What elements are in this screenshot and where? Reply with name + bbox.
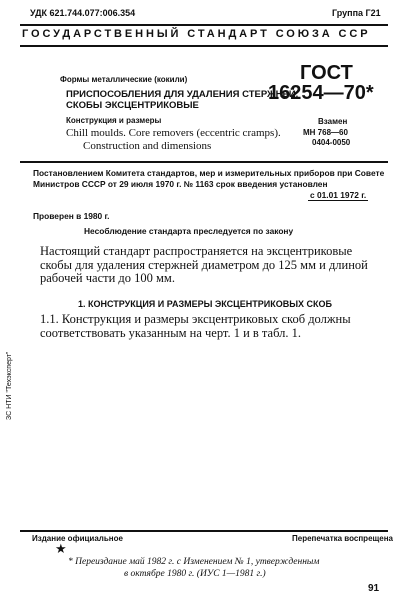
title-line-1: ПРИСПОСОБЛЕНИЯ ДЛЯ УДАЛЕНИЯ СТЕРЖНЕЙ. [66,89,299,100]
standard-banner: ГОСУДАРСТВЕННЫЙ СТАНДАРТ СОЮЗА ССР [22,28,371,40]
replaced-standard-2: 0404-0050 [312,138,351,147]
header-top-rule [20,24,388,26]
title-line-2: СКОБЫ ЭКСЦЕНТРИКОВЫЕ [66,100,199,111]
gost-number: 16254—70* [268,82,374,104]
footer-rule [20,530,388,532]
paragraph-1-1: 1.1. Конструкция и размеры эксцентриковых скоб должны соответствовать указанным на черт. 1 и в табл. 1. [40,312,351,340]
title-block-rule [20,161,388,163]
intro-paragraph: Настоящий стандарт распространяется на эксцентриковые скобы для удаления стержней диаметром до 125 мм и длиной рабочей части до 100 мм. [40,244,368,285]
reissue-note-line-2: в октябре 1980 г. (ИУС 1—1981 г.) [124,569,266,579]
instead-label: Взамен [318,117,348,126]
english-title-line-1: Chill moulds. Core removers (eccentric cramps). [66,127,281,139]
construction-subtitle: Конструкция и размеры [66,116,162,125]
page-number: 91 [368,583,380,594]
side-stamp: ЗС НТИ "Техэксперт" [6,351,13,420]
section-title: 1. КОНСТРУКЦИЯ И РАЗМЕРЫ ЭКСЦЕНТРИКОВЫХ СКОБ [78,299,332,309]
gost-label: ГОСТ [300,62,353,84]
reissue-note-line-1: * Переиздание май 1982 г. с Изменением № 1, утвержденным [68,557,320,567]
group-code: Группа Г21 [332,8,381,18]
english-title-line-2: Construction and dimensions [83,140,212,152]
official-edition-label: Издание официальное [32,534,123,543]
udk-code: УДК 621.744.077:006.354 [30,8,136,18]
checked-year: Проверен в 1980 г. [33,211,110,221]
effective-date: с 01.01 1972 г. [310,190,367,200]
replaced-standard-1: МН 768—60 [303,128,348,137]
header-bottom-rule [20,45,388,47]
reprint-prohibited-label: Перепечатка воспрещена [292,534,393,543]
forms-line: Формы металлические (кокили) [60,75,188,84]
star-icon: ★ [55,541,67,556]
decree-text: Постановлением Комитета стандартов, мер и измерительных приборов при Совете Министров СССР от 29 июля 1970 г. № 1163 срок введения установлен [33,168,385,189]
noncompliance-notice: Несоблюдение стандарта преследуется по закону [84,226,294,236]
